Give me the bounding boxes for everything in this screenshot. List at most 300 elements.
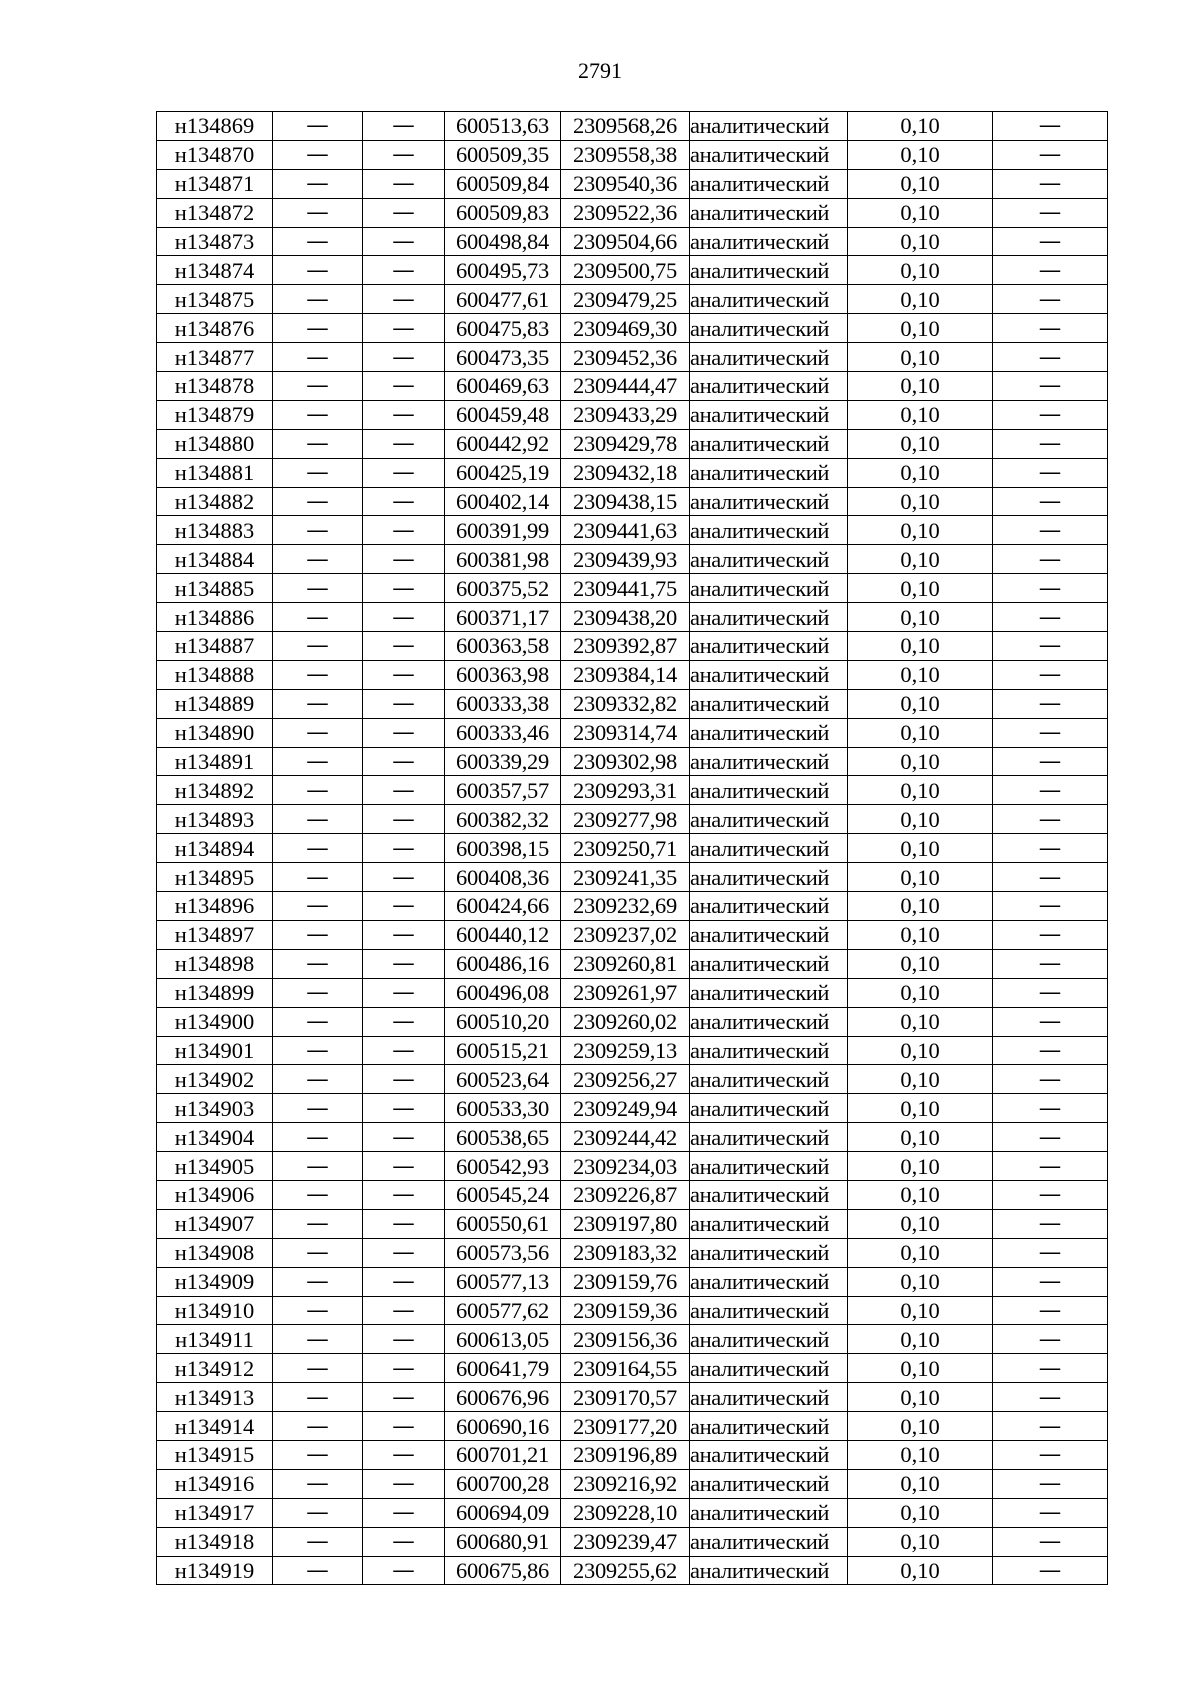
empty-value-cell: — <box>363 458 445 487</box>
accuracy-cell: 0,10 <box>848 718 993 747</box>
accuracy-cell: 0,10 <box>848 834 993 863</box>
accuracy-cell: 0,10 <box>848 198 993 227</box>
table-row <box>157 747 1108 776</box>
table-row <box>157 1383 1108 1412</box>
empty-value-cell: — <box>273 545 363 574</box>
point-id-cell: н134903 <box>157 1094 273 1123</box>
y-coordinate-cell: 2309232,69 <box>561 892 690 921</box>
empty-value-cell: — <box>273 747 363 776</box>
point-id-cell: н134891 <box>157 747 273 776</box>
point-id-cell: н134873 <box>157 227 273 256</box>
empty-value-cell: — <box>993 776 1108 805</box>
method-cell: аналитический <box>690 1267 848 1296</box>
table-row <box>157 834 1108 863</box>
accuracy-cell: 0,10 <box>848 343 993 372</box>
method-cell: аналитический <box>690 1152 848 1181</box>
accuracy-cell: 0,10 <box>848 689 993 718</box>
empty-value-cell: — <box>273 1412 363 1441</box>
method-cell: аналитический <box>690 343 848 372</box>
empty-value-cell: — <box>993 920 1108 949</box>
table-row <box>157 1354 1108 1383</box>
point-id-cell: н134910 <box>157 1296 273 1325</box>
table-row <box>157 718 1108 747</box>
empty-value-cell: — <box>993 660 1108 689</box>
point-id-cell: н134904 <box>157 1123 273 1152</box>
empty-value-cell: — <box>993 805 1108 834</box>
empty-value-cell: — <box>993 256 1108 285</box>
accuracy-cell: 0,10 <box>848 1354 993 1383</box>
empty-value-cell: — <box>363 169 445 198</box>
accuracy-cell: 0,10 <box>848 1440 993 1469</box>
empty-value-cell: — <box>363 1209 445 1238</box>
empty-value-cell: — <box>993 112 1108 141</box>
x-coordinate-cell: 600440,12 <box>445 920 561 949</box>
y-coordinate-cell: 2309260,02 <box>561 1007 690 1036</box>
empty-value-cell: — <box>273 920 363 949</box>
x-coordinate-cell: 600469,63 <box>445 372 561 401</box>
empty-value-cell: — <box>273 1123 363 1152</box>
x-coordinate-cell: 600498,84 <box>445 227 561 256</box>
empty-value-cell: — <box>363 978 445 1007</box>
accuracy-cell: 0,10 <box>848 372 993 401</box>
method-cell: аналитический <box>690 1527 848 1556</box>
point-id-cell: н134906 <box>157 1180 273 1209</box>
accuracy-cell: 0,10 <box>848 1325 993 1354</box>
x-coordinate-cell: 600425,19 <box>445 458 561 487</box>
y-coordinate-cell: 2309170,57 <box>561 1383 690 1412</box>
method-cell: аналитический <box>690 920 848 949</box>
y-coordinate-cell: 2309256,27 <box>561 1065 690 1094</box>
empty-value-cell: — <box>993 834 1108 863</box>
x-coordinate-cell: 600613,05 <box>445 1325 561 1354</box>
empty-value-cell: — <box>273 1152 363 1181</box>
empty-value-cell: — <box>273 1469 363 1498</box>
accuracy-cell: 0,10 <box>848 545 993 574</box>
point-id-cell: н134897 <box>157 920 273 949</box>
y-coordinate-cell: 2309244,42 <box>561 1123 690 1152</box>
point-id-cell: н134911 <box>157 1325 273 1354</box>
empty-value-cell: — <box>363 660 445 689</box>
table-row <box>157 285 1108 314</box>
empty-value-cell: — <box>273 1440 363 1469</box>
empty-value-cell: — <box>273 834 363 863</box>
y-coordinate-cell: 2309433,29 <box>561 400 690 429</box>
y-coordinate-cell: 2309183,32 <box>561 1238 690 1267</box>
point-id-cell: н134889 <box>157 689 273 718</box>
table-row <box>157 1007 1108 1036</box>
point-id-cell: н134894 <box>157 834 273 863</box>
empty-value-cell: — <box>363 256 445 285</box>
method-cell: аналитический <box>690 747 848 776</box>
empty-value-cell: — <box>993 1325 1108 1354</box>
y-coordinate-cell: 2309558,38 <box>561 140 690 169</box>
empty-value-cell: — <box>273 718 363 747</box>
point-id-cell: н134890 <box>157 718 273 747</box>
empty-value-cell: — <box>993 863 1108 892</box>
method-cell: аналитический <box>690 1556 848 1585</box>
y-coordinate-cell: 2309568,26 <box>561 112 690 141</box>
y-coordinate-cell: 2309444,47 <box>561 372 690 401</box>
method-cell: аналитический <box>690 1036 848 1065</box>
y-coordinate-cell: 2309177,20 <box>561 1412 690 1441</box>
y-coordinate-cell: 2309255,62 <box>561 1556 690 1585</box>
x-coordinate-cell: 600473,35 <box>445 343 561 372</box>
x-coordinate-cell: 600363,98 <box>445 660 561 689</box>
x-coordinate-cell: 600690,16 <box>445 1412 561 1441</box>
point-id-cell: н134918 <box>157 1527 273 1556</box>
x-coordinate-cell: 600538,65 <box>445 1123 561 1152</box>
table-row <box>157 1180 1108 1209</box>
x-coordinate-cell: 600391,99 <box>445 516 561 545</box>
point-id-cell: н134869 <box>157 112 273 141</box>
empty-value-cell: — <box>363 314 445 343</box>
method-cell: аналитический <box>690 632 848 661</box>
empty-value-cell: — <box>363 892 445 921</box>
point-id-cell: н134879 <box>157 400 273 429</box>
empty-value-cell: — <box>273 314 363 343</box>
table-row <box>157 1527 1108 1556</box>
empty-value-cell: — <box>993 1180 1108 1209</box>
point-id-cell: н134895 <box>157 863 273 892</box>
accuracy-cell: 0,10 <box>848 1296 993 1325</box>
method-cell: аналитический <box>690 1498 848 1527</box>
table-row <box>157 1296 1108 1325</box>
empty-value-cell: — <box>273 660 363 689</box>
accuracy-cell: 0,10 <box>848 140 993 169</box>
empty-value-cell: — <box>273 574 363 603</box>
point-id-cell: н134908 <box>157 1238 273 1267</box>
table-row <box>157 1325 1108 1354</box>
accuracy-cell: 0,10 <box>848 1152 993 1181</box>
point-id-cell: н134898 <box>157 949 273 978</box>
method-cell: аналитический <box>690 1238 848 1267</box>
empty-value-cell: — <box>273 1007 363 1036</box>
accuracy-cell: 0,10 <box>848 112 993 141</box>
table-row <box>157 545 1108 574</box>
empty-value-cell: — <box>273 805 363 834</box>
empty-value-cell: — <box>363 1238 445 1267</box>
method-cell: аналитический <box>690 805 848 834</box>
table-body <box>157 112 1108 1585</box>
method-cell: аналитический <box>690 487 848 516</box>
table-row <box>157 1412 1108 1441</box>
empty-value-cell: — <box>363 343 445 372</box>
method-cell: аналитический <box>690 1007 848 1036</box>
x-coordinate-cell: 600363,58 <box>445 632 561 661</box>
y-coordinate-cell: 2309293,31 <box>561 776 690 805</box>
empty-value-cell: — <box>993 892 1108 921</box>
point-id-cell: н134888 <box>157 660 273 689</box>
empty-value-cell: — <box>993 487 1108 516</box>
y-coordinate-cell: 2309314,74 <box>561 718 690 747</box>
x-coordinate-cell: 600675,86 <box>445 1556 561 1585</box>
empty-value-cell: — <box>273 689 363 718</box>
empty-value-cell: — <box>993 1065 1108 1094</box>
empty-value-cell: — <box>363 1383 445 1412</box>
table-row <box>157 1440 1108 1469</box>
accuracy-cell: 0,10 <box>848 805 993 834</box>
point-id-cell: н134902 <box>157 1065 273 1094</box>
y-coordinate-cell: 2309237,02 <box>561 920 690 949</box>
empty-value-cell: — <box>363 198 445 227</box>
method-cell: аналитический <box>690 1325 848 1354</box>
accuracy-cell: 0,10 <box>848 920 993 949</box>
accuracy-cell: 0,10 <box>848 1267 993 1296</box>
accuracy-cell: 0,10 <box>848 516 993 545</box>
method-cell: аналитический <box>690 1469 848 1498</box>
method-cell: аналитический <box>690 978 848 1007</box>
empty-value-cell: — <box>363 1123 445 1152</box>
empty-value-cell: — <box>993 632 1108 661</box>
empty-value-cell: — <box>993 1267 1108 1296</box>
empty-value-cell: — <box>363 1036 445 1065</box>
x-coordinate-cell: 600382,32 <box>445 805 561 834</box>
empty-value-cell: — <box>363 487 445 516</box>
method-cell: аналитический <box>690 1094 848 1123</box>
accuracy-cell: 0,10 <box>848 1065 993 1094</box>
y-coordinate-cell: 2309441,75 <box>561 574 690 603</box>
y-coordinate-cell: 2309226,87 <box>561 1180 690 1209</box>
y-coordinate-cell: 2309438,15 <box>561 487 690 516</box>
point-id-cell: н134878 <box>157 372 273 401</box>
y-coordinate-cell: 2309156,36 <box>561 1325 690 1354</box>
method-cell: аналитический <box>690 603 848 632</box>
table-row <box>157 1065 1108 1094</box>
point-id-cell: н134886 <box>157 603 273 632</box>
empty-value-cell: — <box>363 1065 445 1094</box>
y-coordinate-cell: 2309228,10 <box>561 1498 690 1527</box>
method-cell: аналитический <box>690 516 848 545</box>
y-coordinate-cell: 2309196,89 <box>561 1440 690 1469</box>
empty-value-cell: — <box>363 689 445 718</box>
empty-value-cell: — <box>993 1354 1108 1383</box>
x-coordinate-cell: 600523,64 <box>445 1065 561 1094</box>
method-cell: аналитический <box>690 285 848 314</box>
empty-value-cell: — <box>363 112 445 141</box>
x-coordinate-cell: 600573,56 <box>445 1238 561 1267</box>
empty-value-cell: — <box>363 574 445 603</box>
empty-value-cell: — <box>273 1065 363 1094</box>
x-coordinate-cell: 600442,92 <box>445 429 561 458</box>
y-coordinate-cell: 2309216,92 <box>561 1469 690 1498</box>
table-row <box>157 458 1108 487</box>
empty-value-cell: — <box>993 1498 1108 1527</box>
accuracy-cell: 0,10 <box>848 1498 993 1527</box>
method-cell: аналитический <box>690 545 848 574</box>
accuracy-cell: 0,10 <box>848 978 993 1007</box>
empty-value-cell: — <box>363 1094 445 1123</box>
method-cell: аналитический <box>690 1065 848 1094</box>
point-id-cell: н134905 <box>157 1152 273 1181</box>
table-row <box>157 1238 1108 1267</box>
accuracy-cell: 0,10 <box>848 1238 993 1267</box>
empty-value-cell: — <box>273 429 363 458</box>
table-row <box>157 1469 1108 1498</box>
point-id-cell: н134883 <box>157 516 273 545</box>
empty-value-cell: — <box>273 1296 363 1325</box>
accuracy-cell: 0,10 <box>848 487 993 516</box>
table-row <box>157 372 1108 401</box>
empty-value-cell: — <box>273 198 363 227</box>
empty-value-cell: — <box>273 603 363 632</box>
method-cell: аналитический <box>690 1412 848 1441</box>
point-id-cell: н134882 <box>157 487 273 516</box>
y-coordinate-cell: 2309469,30 <box>561 314 690 343</box>
point-id-cell: н134912 <box>157 1354 273 1383</box>
accuracy-cell: 0,10 <box>848 1469 993 1498</box>
empty-value-cell: — <box>363 1007 445 1036</box>
point-id-cell: н134885 <box>157 574 273 603</box>
x-coordinate-cell: 600408,36 <box>445 863 561 892</box>
x-coordinate-cell: 600339,29 <box>445 747 561 776</box>
table-row <box>157 343 1108 372</box>
x-coordinate-cell: 600381,98 <box>445 545 561 574</box>
empty-value-cell: — <box>993 227 1108 256</box>
accuracy-cell: 0,10 <box>848 1209 993 1238</box>
x-coordinate-cell: 600371,17 <box>445 603 561 632</box>
accuracy-cell: 0,10 <box>848 1094 993 1123</box>
y-coordinate-cell: 2309234,03 <box>561 1152 690 1181</box>
table-row <box>157 1036 1108 1065</box>
empty-value-cell: — <box>363 1152 445 1181</box>
accuracy-cell: 0,10 <box>848 429 993 458</box>
x-coordinate-cell: 600577,13 <box>445 1267 561 1296</box>
y-coordinate-cell: 2309259,13 <box>561 1036 690 1065</box>
y-coordinate-cell: 2309159,76 <box>561 1267 690 1296</box>
empty-value-cell: — <box>273 776 363 805</box>
method-cell: аналитический <box>690 1354 848 1383</box>
method-cell: аналитический <box>690 458 848 487</box>
point-id-cell: н134913 <box>157 1383 273 1412</box>
empty-value-cell: — <box>993 140 1108 169</box>
x-coordinate-cell: 600701,21 <box>445 1440 561 1469</box>
x-coordinate-cell: 600496,08 <box>445 978 561 1007</box>
empty-value-cell: — <box>273 1498 363 1527</box>
empty-value-cell: — <box>363 1440 445 1469</box>
empty-value-cell: — <box>273 1527 363 1556</box>
point-id-cell: н134893 <box>157 805 273 834</box>
empty-value-cell: — <box>363 1267 445 1296</box>
x-coordinate-cell: 600641,79 <box>445 1354 561 1383</box>
empty-value-cell: — <box>993 603 1108 632</box>
empty-value-cell: — <box>993 400 1108 429</box>
method-cell: аналитический <box>690 689 848 718</box>
empty-value-cell: — <box>363 1498 445 1527</box>
x-coordinate-cell: 600509,84 <box>445 169 561 198</box>
empty-value-cell: — <box>273 1354 363 1383</box>
method-cell: аналитический <box>690 660 848 689</box>
empty-value-cell: — <box>363 747 445 776</box>
y-coordinate-cell: 2309197,80 <box>561 1209 690 1238</box>
x-coordinate-cell: 600515,21 <box>445 1036 561 1065</box>
accuracy-cell: 0,10 <box>848 1556 993 1585</box>
empty-value-cell: — <box>363 1556 445 1585</box>
point-id-cell: н134871 <box>157 169 273 198</box>
method-cell: аналитический <box>690 198 848 227</box>
point-id-cell: н134892 <box>157 776 273 805</box>
y-coordinate-cell: 2309432,18 <box>561 458 690 487</box>
empty-value-cell: — <box>273 1036 363 1065</box>
empty-value-cell: — <box>993 314 1108 343</box>
empty-value-cell: — <box>993 198 1108 227</box>
empty-value-cell: — <box>993 1383 1108 1412</box>
table-row <box>157 314 1108 343</box>
point-id-cell: н134870 <box>157 140 273 169</box>
page-number: 2791 <box>578 58 622 83</box>
method-cell: аналитический <box>690 1296 848 1325</box>
y-coordinate-cell: 2309429,78 <box>561 429 690 458</box>
empty-value-cell: — <box>363 400 445 429</box>
empty-value-cell: — <box>363 632 445 661</box>
x-coordinate-cell: 600510,20 <box>445 1007 561 1036</box>
y-coordinate-cell: 2309250,71 <box>561 834 690 863</box>
empty-value-cell: — <box>273 285 363 314</box>
x-coordinate-cell: 600509,83 <box>445 198 561 227</box>
x-coordinate-cell: 600459,48 <box>445 400 561 429</box>
y-coordinate-cell: 2309332,82 <box>561 689 690 718</box>
empty-value-cell: — <box>273 1267 363 1296</box>
method-cell: аналитический <box>690 574 848 603</box>
empty-value-cell: — <box>273 1556 363 1585</box>
empty-value-cell: — <box>363 920 445 949</box>
method-cell: аналитический <box>690 1209 848 1238</box>
empty-value-cell: — <box>363 834 445 863</box>
x-coordinate-cell: 600513,63 <box>445 112 561 141</box>
empty-value-cell: — <box>993 372 1108 401</box>
empty-value-cell: — <box>273 1180 363 1209</box>
x-coordinate-cell: 600333,46 <box>445 718 561 747</box>
method-cell: аналитический <box>690 400 848 429</box>
table-row <box>157 516 1108 545</box>
empty-value-cell: — <box>363 545 445 574</box>
point-id-cell: н134900 <box>157 1007 273 1036</box>
method-cell: аналитический <box>690 718 848 747</box>
empty-value-cell: — <box>993 1412 1108 1441</box>
point-id-cell: н134917 <box>157 1498 273 1527</box>
table-row <box>157 920 1108 949</box>
x-coordinate-cell: 600542,93 <box>445 1152 561 1181</box>
table-row <box>157 660 1108 689</box>
y-coordinate-cell: 2309452,36 <box>561 343 690 372</box>
x-coordinate-cell: 600676,96 <box>445 1383 561 1412</box>
accuracy-cell: 0,10 <box>848 227 993 256</box>
y-coordinate-cell: 2309504,66 <box>561 227 690 256</box>
empty-value-cell: — <box>993 1007 1108 1036</box>
point-id-cell: н134896 <box>157 892 273 921</box>
empty-value-cell: — <box>363 863 445 892</box>
method-cell: аналитический <box>690 863 848 892</box>
table-row <box>157 198 1108 227</box>
empty-value-cell: — <box>363 1412 445 1441</box>
x-coordinate-cell: 600424,66 <box>445 892 561 921</box>
x-coordinate-cell: 600577,62 <box>445 1296 561 1325</box>
table-row <box>157 112 1108 141</box>
x-coordinate-cell: 600357,57 <box>445 776 561 805</box>
accuracy-cell: 0,10 <box>848 892 993 921</box>
empty-value-cell: — <box>273 372 363 401</box>
method-cell: аналитический <box>690 776 848 805</box>
x-coordinate-cell: 600533,30 <box>445 1094 561 1123</box>
empty-value-cell: — <box>273 458 363 487</box>
table-row <box>157 978 1108 1007</box>
empty-value-cell: — <box>993 1556 1108 1585</box>
empty-value-cell: — <box>273 949 363 978</box>
y-coordinate-cell: 2309302,98 <box>561 747 690 776</box>
accuracy-cell: 0,10 <box>848 1383 993 1412</box>
y-coordinate-cell: 2309159,36 <box>561 1296 690 1325</box>
method-cell: аналитический <box>690 169 848 198</box>
method-cell: аналитический <box>690 256 848 285</box>
